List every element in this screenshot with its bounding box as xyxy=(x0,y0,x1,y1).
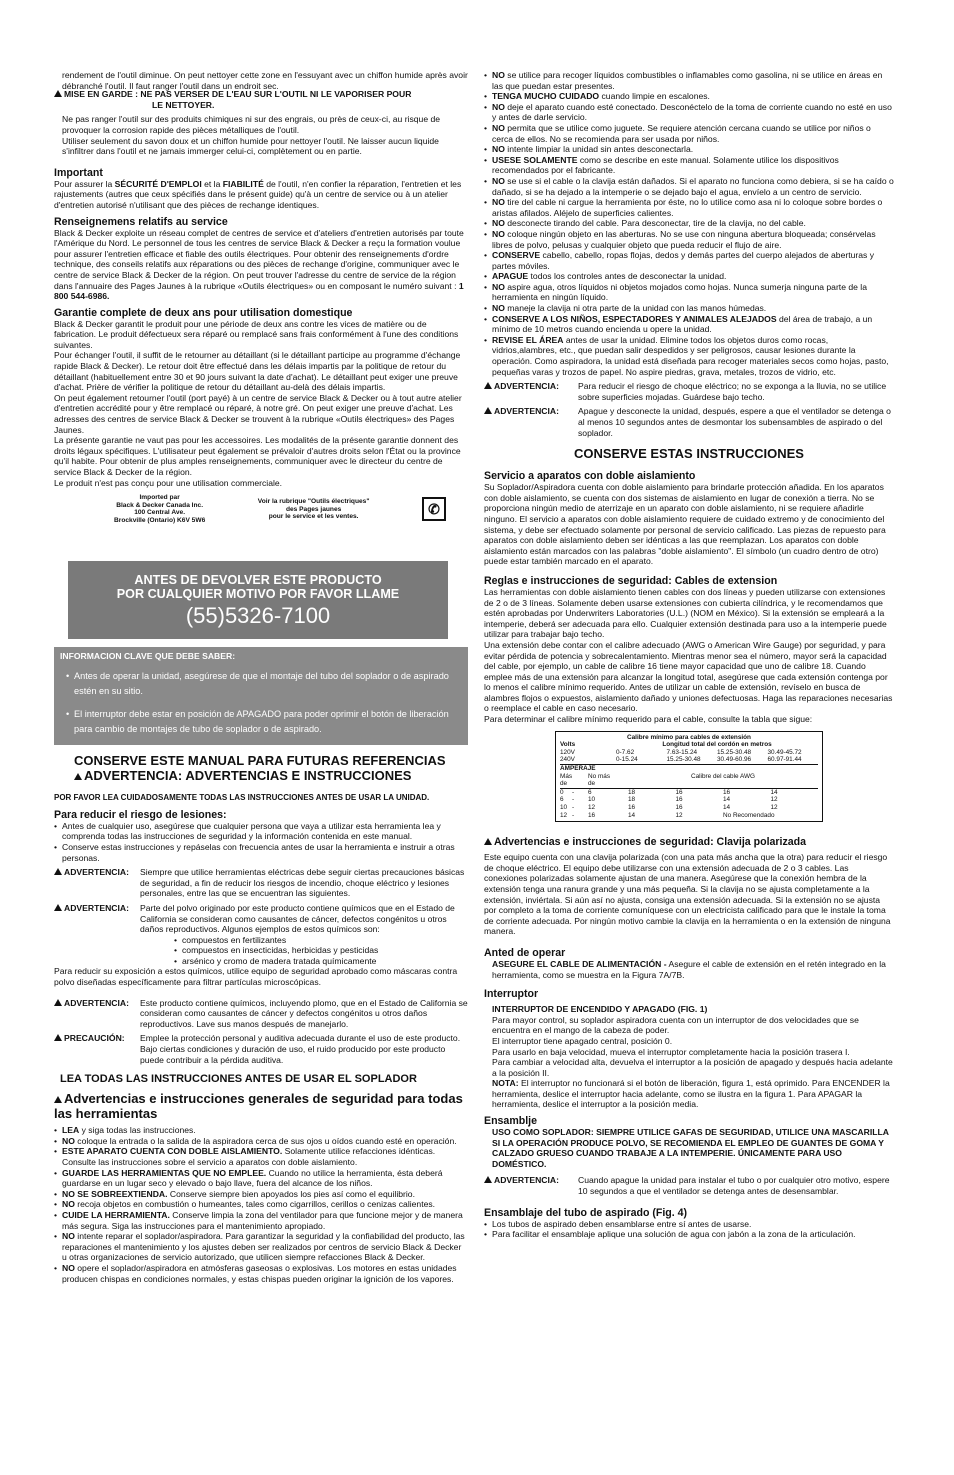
anted-heading: Anted de operar xyxy=(484,946,566,959)
general-item: • LEA y siga todas las instrucciones. xyxy=(54,1125,468,1136)
ranger-text: Ne pas ranger l'outil sur des produits chimiques ni sur des engrais, ou près de ceux-ci, au risque de provoquer la corrosion rapide des pièces métalliques de l'outil. xyxy=(62,114,441,135)
general-item: • NO intente reparar el soplador/aspiradora. Para garantizar la seguridad y la confiabilidad del producto, las reparaciones el mantenimiento y los ajustes deben ser realizados por centros de servicio Black & Decker u otras organizaciones de servicio autorizado, que utilicen siempre refacciones Black & Decker. xyxy=(54,1231,468,1263)
reducir-heading: Para reducir el riesgo de lesiones: xyxy=(54,808,227,821)
yellow-pages-icon: ✆ xyxy=(422,497,446,521)
warning-3: ADVERTENCIA: Este producto contiene químicos, incluyendo plomo, que en el Estado de California se consideran como causantes de cáncer y defectos congénitos u otros daños reproductivos. Lave sus manos después de manejarlo. xyxy=(54,998,468,1030)
garantie-1: Black & Decker garantit le produit pour une période de deux ans contre les vices de matière ou de fabrication. Le produit défectueux sera réparé ou remplacé sans frais conformément à l'une des conditions suivantes. xyxy=(54,318,459,350)
warning-r3: ADVERTENCIA: Cuando apague la unidad para instalar el tubo o por cualquier otro motivo, espere 10 segundos a que el ventilador se detenga antes de desensamblar. xyxy=(484,1175,894,1196)
interruptor-heading: Interruptor xyxy=(484,988,539,1001)
tubo-heading: Ensamblaje del tubo de aspirado (Fig. 4) xyxy=(484,1206,688,1219)
garantie-3: On peut également retourner l'outil (port payé) à un centre de service Black & Decker ou à tout autre atelier d'entretien accrédité pour y être remplacé ou réparé, à notre gré. On peut exiger une preuve d'achat. Les adresses des centres de service Black & Decker se trouvent à la rubrique «Outils électriques» des Pages Jaunes. xyxy=(54,392,462,435)
warning-1: ADVERTENCIA: Siempre que utilice herramientas eléctricas debe seguir ciertas precauciones básicas de seguridad, a fin de reducir los riesgos de incendio, choque eléctrico y lesiones personales, entre las que se encuentran las siguientes. xyxy=(54,867,468,899)
polarizada-text: Este equipo cuenta con una clavija polarizada (con una pata más ancha que la otra) para reducir el riesgo de choque eléctrico. El equipo debe utilizarse con una extensión adecuada de 2 o 3 cables. Las conexiones polarizadas solamente ajustan de una manera. Asegúrese que la conexión hembra de la extensión tenga una ranura grande y una más pequeña. Si la clavija no se ajusta completamente a la extensión, inviértala. Si aún así no ajusta, consiga una extensión adecuada. Si la extensión no se ajusta por completo a la toma de corriente comuníquese con un electricista calificado para que le instale la toma de corriente adecuada. Por ningún motivo cambie la clavija en la herramienta o en la extensión de ninguna manera. xyxy=(484,852,891,937)
warning-r2: ADVERTENCIA: Apague y desconecte la unidad, después, espere a que el ventilador se detenga o al menos 10 segundos antes de desmontar los subensambles de aspirado o del soplador. xyxy=(484,406,894,438)
important-heading: Important xyxy=(54,166,103,179)
table-row: 10 - 12 16 16 14 12 xyxy=(560,804,778,811)
warning-icon xyxy=(74,773,82,780)
safety-item: • NO tire del cable ni cargue la herramienta por éste, no lo utilice como asa ni lo coloque sobre bordes o aristas afilados. Aléjelo de superficies calientes. xyxy=(484,197,894,218)
reglas-1: Las herramientas con doble aislamiento tienen cables con dos líneas y pueden utilizarse con extensiones de 2 o de 3 líneas. Solamente deben usarse extensiones con cubierta cilíndrica, y le recomendamos que estén aprobadas por Underwriters Laboratories (U.L.) (NOM en México). Si la extensión se empleará a la intemperie, deberá ser adecuada para ello. Cualquier extensión destinada para uso a la intemperie puede utilizar para trabajar bajo techo. xyxy=(484,586,887,640)
table-row: 120V 0-7.62 7.63-15.24 15.25-30.48 30.49-45.72 xyxy=(560,748,802,756)
table-row: 240V 0-15.24 15.25-30.48 30.49-60.96 60.97-91.44 xyxy=(560,756,818,765)
extension-cord-table xyxy=(555,731,823,823)
polarizada-heading: Advertencias e instrucciones de seguridad: Clavija polarizada xyxy=(484,836,894,848)
general-item: • GUARDE LAS HERRAMIENTAS QUE NO EMPLEE. Cuando no utilice la herramienta, ésta deberá guardarse en un lugar seco y elevado o bajo llave, fuera del alcance de los niños. xyxy=(54,1168,468,1189)
safety-item: • NO permita que se utilice como juguete. Se requiere atención cercana cuando se utilice por niños o cerca de ellos. No se recomienda para ser usada por niños. xyxy=(484,123,894,144)
chemical-item: • arsénico y cromo de madera tratada químicamente xyxy=(174,956,468,967)
conserve-manual-heading: CONSERVE ESTE MANUAL PARA FUTURAS REFERENCIAS xyxy=(74,753,446,769)
warning-icon xyxy=(484,1176,492,1183)
safety-item: • REVISE EL ÁREA antes de usar la unidad. Elimine todos los objetos duros como rocas, vidrios,alambres, etc., que puedan salir despedidos y ser peligrosos, causar lesiones durante la operación. Como aspiradora, la unidad está diseñada para recoger materiales secos como hojas, pasto, pequeñas varas y trozos de papel. No aspire piedras, grava, metales, trozos de vidrio, etc. xyxy=(484,335,894,377)
amperaje-label: AMPERAJE xyxy=(560,765,596,773)
safety-item: • NO desconecte tirando del cable. Para desconectar, tire de la clavija, no del cable. xyxy=(484,218,894,229)
reglas-2: Una extensión debe contar con el calibre adecuado (AWG o American Wire Gauge) por seguridad, y para evitar pérdida de potencia y sobrecalentamiento. Mientras menor sea el número, mayor será la capacidad del cable, por ejemplo, un cable de calibre 16 tiene mayor capacidad que uno de calibre 18. Cuando emplee más de una extensión para alcanzar la longitud total, asegúrese que cada extensión contenga por lo menos el calibre mínimo requerido. Antes de utilizar un cable de extensión, revíselo en busca de alambres flojos o expuestos, aislamiento dañado y uniones defectuosas. Haga las reparaciones necesarias o reemplace el cable en caso necesario. xyxy=(484,639,893,714)
importer-address: Imported par Black & Decker Canada Inc. 100 Central Ave. Brockville (Ontario) K6V 5W6 xyxy=(114,494,206,524)
safety-item: • NO aspire agua, otros líquidos ni objetos mojados como hojas. Nunca sumerja ninguna parte de la herramienta en ningún líquido. xyxy=(484,282,894,303)
table-title: Calibre mínimo para cables de extensión xyxy=(627,733,751,741)
precaucion: PRECAUCIÓN: Emplee la protección personal y auditiva adecuada durante el uso de este producto. Bajo ciertas condiciones y duración de uso, el ruido producido por este producto puede contribuir a la pérdida auditiva. xyxy=(54,1033,468,1065)
utiliser-text: Utiliser seulement du savon doux et un chiffon humide pour nettoyer l'outil. Ne laisser aucun liquide s'infiltrer dans l'outil et ne jamais immerger celui-ci, complètement ou en partie. xyxy=(62,135,439,157)
reducir-exposicion: Para reducir su exposición a estos químicos, utilice equipo de seguridad aprobado como máscaras contra polvo diseñadas específicamente para filtrar partículas microscópicas. xyxy=(54,966,458,988)
warning-icon xyxy=(54,1096,62,1103)
advertencia-heading: ADVERTENCIA: ADVERTENCIAS E INSTRUCCIONES xyxy=(54,768,468,783)
servicio-text: Su Soplador/Aspiradora cuenta con doble aislamiento para brindarle protección añadida. En los aparatos con doble aislamiento, se cuenta con dos sistemas de aislamiento en lugar de conexión a tierra. No se proporciona ningún medio de aterrizaje en un aparato con doble aislamiento, ni se requiere añadirle ninguno. El servicio a aparatos con doble aislamiento requiere de cuidado extremo y de conocimiento del sistema, y debe ser efectuado solamente por personal de servicio calificado. Las piezas de repuesto para aparatos con doble aislamiento deben ser idénticas a las que reemplazan. Los aparatos con doble aislamiento están marcados con las palabras "doble aislamiento". El símbolo (un cuadro dentro de otro) puede estar también marcado en el aparato. xyxy=(484,482,886,567)
safety-item: • APAGUE todos los controles antes de desconectar la unidad. xyxy=(484,271,894,282)
key-info-item: • El interruptor debe estar en posición de APAGADO para poder oprimir el botón de liberación para cambio de montajes de tubo de soplador o de aspirado. xyxy=(66,707,462,737)
warning-r1: ADVERTENCIA: Para reducir el riesgo de choque eléctrico; no se exponga a la lluvia, no se utilice sobre superficies mojadas. Guárdese bajo techo. xyxy=(484,381,894,402)
garantie-2: Pour échanger l'outil, il suffit de le retourner au détaillant (si le détaillant participe au programme d'échange rapide Black & Decker). Le retour doit être effectué dans les délais impartis par la politique de retour du détaillant (habituellement entre 30 et 90 jours suivant la date d'achat). Le détaillant peut exiger une preuve d'achat. Prière de vérifier la politique de retour du détaillant au-delà des délais impartis. xyxy=(54,350,461,393)
lea-heading: LEA TODAS LAS INSTRUCCIONES ANTES DE USAR EL SOPLADOR xyxy=(60,1073,417,1086)
anted-text: ASEGURE EL CABLE DE ALIMENTACIÓN - Asegure el cable de extensión en el retén integrado en la herramienta, como se muestra en la Figura 7A/7B. xyxy=(492,958,886,980)
rens-text: Black & Decker exploite un réseau complet de centres de service et d'ateliers d'entretien autorisés par toute l'Amérique du Nord. Le personnel de tous les centres de service Black & Decker a reçu la formation voulue pour assurer l'entretien efficace et fiable des outils électriques. Pour obtenir des renseignements d'ordre technique, des conseils relatifs aux réparations ou des pièces de rechange d'origine, communiquer avec le centre de service Black & Decker de la région. On peut trouver l'adresse du centre de service de la région dans l'annuaire des Pages Jaunes à la rubrique «Outils électriques» ou en composant le numéro suivant : 1 800 544-6986. xyxy=(54,227,464,302)
general-safety-heading: Advertencias e instrucciones generales de seguridad para todas las herramientas xyxy=(54,1091,463,1122)
reglas-heading: Reglas e instrucciones de seguridad: Cables de extension xyxy=(484,574,778,587)
rens-heading: Renseignemens relatifs au service xyxy=(54,215,228,228)
warning-icon xyxy=(484,838,492,845)
garantie-heading: Garantie complete de deux ans pour utilisation domestique xyxy=(54,306,353,319)
interruptor-block: INTERRUPTOR DE ENCENDIDO Y APAGADO (FIG. 1) Para mayor control, su soplador aspiradora cuenta con un interruptor de dos velocidades que se encuentra en el mango de la cabeza de poder. El interruptor tiene apagado central, posición 0. Para usarlo en baja velocidad, mueva el interruptor completamente hacia la posición trasera I. Para cambiar a velocidad alta, devuelva el interruptor a la posición de apagado y después hacia adelante a la posición II. NOTA: El interruptor no funcionará si el botón de liberación, figura 1, está oprimido. Para ENCENDER la herramienta, deslice el interruptor hacia adelante, como se ilustra en la figura 1. Para APAGAR la herramienta, deslice el interruptor a la posición media. xyxy=(492,1004,893,1110)
tubo-item: • Para facilitar el ensamblaje aplique una solución de agua con jabón a la zona de la articulación. xyxy=(484,1229,894,1240)
table-row: 12 - 16 14 12 No Recomendado xyxy=(560,811,775,819)
chemical-item: • compuestos en fertilizantes xyxy=(174,935,468,946)
phone-number: (55)5326-7100 xyxy=(185,602,331,628)
tubo-item: • Los tubos de aspirado deben ensamblarse entre sí antes de usarse. xyxy=(484,1219,894,1230)
safety-item: • CONSERVE A LOS NIÑOS, ESPECTADORES Y ANIMALES ALEJADOS del área de trabajo, a un mínimo de 10 metros cuando encienda u opere la unidad. xyxy=(484,314,894,335)
table-subheader: Más No más Calibre del cable AWG xyxy=(560,772,756,780)
reglas-3: Para determinar el calibre mínimo requerido para el cable, consulte la tabla que sigue: xyxy=(484,714,813,725)
address-block xyxy=(54,494,468,524)
ensamblje-heading: Ensamblje xyxy=(484,1115,537,1128)
safety-item: • USESE SOLAMENTE como se describe en este manual. Solamente utilice los dispositivos recomendados por el fabricante. xyxy=(484,155,894,176)
reducir-item: • Conserve estas instrucciones y repáselas con frecuencia antes de usar la herramienta e instruir a otras personas. xyxy=(54,842,468,863)
table-row: 0 - 6 18 16 16 14 xyxy=(560,788,778,796)
warning-icon xyxy=(484,407,492,414)
warning-2: ADVERTENCIA: Parte del polvo originado por este producto contiene químicos que en el Estado de California se consideran como causantes de cáncer, defectos congénitos u otros daños reproductivos. Algunos ejemplos de estos químicos son: xyxy=(54,903,468,935)
warning-icon xyxy=(484,382,492,389)
por-favor: POR FAVOR LEA CUIDADOSAMENTE TODAS LAS INSTRUCCIONES ANTES DE USAR LA UNIDAD. xyxy=(54,793,430,803)
warning-icon xyxy=(54,1034,62,1041)
warning-icon xyxy=(54,904,62,911)
general-item: • NO opere el soplador/aspiradora en atmósferas gaseosas o explosivas. Los motores en estas unidades producen chispas en condiciones normales, y estas chispas pueden originar la ignición de los vapores. xyxy=(54,1263,468,1284)
general-item: • NO SE SOBREEXTIENDA. Conserve siempre bien apoyados los pies así como el equilibrio. xyxy=(54,1189,468,1200)
servicio-heading: Servicio a aparatos con doble aislamiento xyxy=(484,470,696,483)
safety-item: • NO intente limpiar la unidad sin antes desconectarla. xyxy=(484,144,894,155)
warning-icon xyxy=(54,999,62,1006)
safety-item: • NO se use si el cable o la clavija están dañados. Si el aparato no funciona como debiera, si se ha caído o dañado, si se ha dejado a la intemperie o se dejado bajo el agua, envíelo a un centro de servicio. xyxy=(484,176,894,197)
ensamblje-text: USO COMO SOPLADOR: SIEMPRE UTILICE GAFAS DE SEGURIDAD, UTILICE UNA MASCARILLA SI LA OPERACIÓN PRODUCE POLVO, SE RECOMIENDA EL EMPLEO DE GUANTES DE GOMA Y CALZADO GRUESO CUANDO TRABAJE A LA INTEMPERIE. ÚNICAMENTE PARA USO DOMÉSTICO. xyxy=(492,1127,889,1169)
warning-icon xyxy=(54,90,62,97)
key-info-item: • Antes de operar la unidad, asegúrese de que el montaje del tubo del soplador o de aspirado estén en su sitio. xyxy=(66,669,462,699)
safety-item: • TENGA MUCHO CUIDADO cuando limpie en escalones. xyxy=(484,91,894,102)
general-item: • NO recoja objetos en combustión o humeantes, tales como cigarrillos, cerillos o cenizas calientes. xyxy=(54,1199,468,1210)
conserve-instructions-heading: CONSERVE ESTAS INSTRUCCIONES xyxy=(574,446,804,462)
general-item: • CUIDE LA HERRAMIENTA. Conserve limpia la zona del ventilador para que funcione mejor y de manera más segura. Siga las instrucciones para el mantenimiento apropiado. xyxy=(54,1210,468,1231)
general-item: • NO coloque la entrada o la salida de la aspiradora cerca de sus ojos u oídos cuando esté en operación. xyxy=(54,1136,468,1147)
table-row: 6 - 10 18 16 14 12 xyxy=(560,796,778,804)
mise-en-garde-2: LE NETTOYER. xyxy=(152,99,215,110)
warning-icon xyxy=(54,868,62,875)
garantie-5: Le produit n'est pas conçu pour une utilisation commerciale. xyxy=(54,477,283,488)
safety-item: • NO coloque ningún objeto en las aberturas. No se use con ninguna abertura bloqueada; consérvelas libres de polvo, pelusas y cualquier objeto que pueda reducir el flujo de aire. xyxy=(484,229,894,250)
safety-item: • NO maneje la clavija ni otra parte de la unidad con las manos húmedas. xyxy=(484,303,894,314)
table-header: Volts Longitud total del cordón en metros xyxy=(560,741,772,749)
right-column xyxy=(484,70,894,1240)
garantie-4: La présente garantie ne vaut pas pour les accessoires. Les modalités de la présente garantie donnent des droits légaux spécifiques. L'utilisateur peut également se prévaloir d'autres droits selon l'État ou la province qu'il habite. Pour obtenir de plus amples renseignements, communiquer avec le directeur du centre de service Black & Decker de la région. xyxy=(54,435,461,477)
table-subheader: de de xyxy=(560,780,818,789)
safety-item: • CONSERVE cabello, cabello, ropas flojas, dedos y demás partes del cuerpo alejados de aberturas y partes móviles. xyxy=(484,250,894,271)
safety-item: • NO se utilice para recoger líquidos combustibles o inflamables como gasolina, ni se utilice en áreas en las que puedan estar presentes. xyxy=(484,70,894,91)
key-info-box xyxy=(54,647,468,746)
intro-cont: rendement de l'outil diminue. On peut nettoyer cette zone en l'essuyant avec un chiffon humide après avoir débranché l'outil. Il faut ranger l'outil dans un endroit sec. xyxy=(62,70,468,91)
safety-item: • NO deje el aparato cuando esté conectado. Desconéctelo de la toma de corriente cuando no esté en uso y antes de darle servicio. xyxy=(484,102,894,123)
reducir-item: • Antes de cualquier uso, asegúrese que cualquier persona que vaya a utilizar esta herramienta lea y comprenda todas las instrucciones de seguridad y la información contenida en este manual. xyxy=(54,821,468,842)
chemical-item: • compuestos en insecticidas, herbicidas y pesticidas xyxy=(174,945,468,956)
yellow-pages-note: Voir la rubrique "Outils électriques" des Pages jaunes pour le service et les ventes. xyxy=(257,497,370,521)
left-column xyxy=(54,70,468,1284)
key-info-title: INFORMACION CLAVE QUE DEBE SABER: xyxy=(60,650,236,661)
mise-en-garde: MISE EN GARDE : NE PAS VERSER DE L'EAU SUR L'OUTIL NI LE VAPORISER POUR xyxy=(54,89,468,100)
general-item: • ESTE APARATO CUENTA CON DOBLE AISLAMIENTO. Solamente utilice refacciones idénticas. Consulte las instrucciones sobre el servicio a aparatos con doble aislamiento. xyxy=(54,1146,468,1167)
call-box: ANTES DE DEVOLVER ESTE PRODUCTO POR CUALQUIER MOTIVO POR FAVOR LLAME (55)5326-7100 xyxy=(68,561,448,639)
important-text: Pour assurer la SÉCURITÉ D'EMPLOI et la FIABILITÉ de l'outil, n'en confier la réparation, l'entretien et les rajustements (autres que ceux spécifiés dans le présent guide) qu'à un centre de service ou à un atelier d'entretien autorisé n'utilisant que des pièces de rechange identiques. xyxy=(54,178,462,210)
